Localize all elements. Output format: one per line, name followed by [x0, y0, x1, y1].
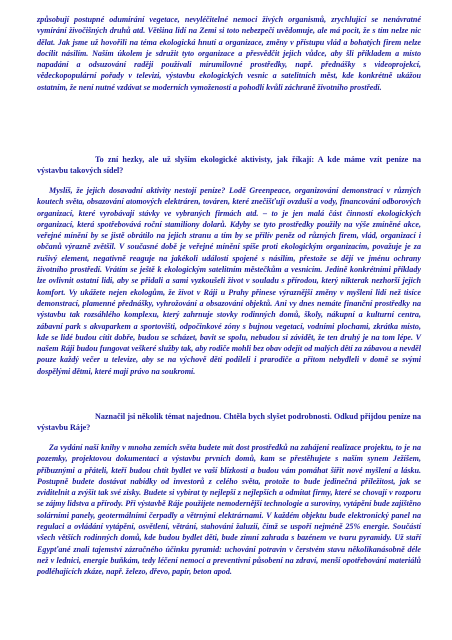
body-paragraph: způsobují postupné odumírání vegetace, nevyléčitelné nemoci živých organismů, zrychlující se nenávratné vymírání živočišných druhů atd. Většina lidí na Zemi si toto nebezpečí uvědomuje, ale má pocit, že s tím nelze nic dělat. Jak jsme už hovořili na téma ekologická hnutí a organizace, změny v přístupu vlád a bohatých firem nelze docílit násilím. Naším úkolem je sdružit tyto organizace a přesvědčit jejich vůdce, aby šli příkladem a místo napadání a odsuzování raději používali mírumilovné prostředky, např. přednášky s videoprojekcí, vědeckopopulární pořady v televizi, výstavbu ekologických vesnic a satelitních měst, kde konkrétně ukážou ostatním, že není nutné vzdávat se moderních vymožeností a pohodlí kvůli záchraně životního prostředí.: [37, 15, 421, 92]
question-heading: Naznačil jsi několik témat najednou. Chtěla bych slyšet podrobnosti. Odkud přijdou peníze na výstavbu Ráje?: [37, 412, 421, 433]
body-paragraph: Myslíš, že jejich dosavadní aktivity nestojí peníze? Lodě Greenpeace, organizování demonstrací v různých koutech světa, obsazování atomových elektráren, továren, které znečišťují ovzduší a vody, financování odborových organizací, které vyrobávají stávky ve vybraných firmách atd. – to je jen malá část činností ekologických organizací, která spotřebovává roční stamiliony dolarů. Kdyby se tyto prostředky použily na výše zmíněné akce, veřejné mínění by se jistě obrátilo na jejich stranu a tím by se přilív peněz od různých firem, vlád, organizací i občanů výrazně zvětšil. V současné době je veřejné mínění spíše proti ekologickým organizacím, považuje je za rušivý element, negativně reaguje na jakékoli událostí spojené s násilím, přestože se dějí ve jménu ochrany životního prostředí. Vrátím se ještě k ekologickým satelitním městečkům a vesnicím. Jedině konkrétními příklady lze ovlivnit ostatní lidi, aby se přidali a sami vyzkoušeli život v souladu s přírodou, který nikterak nezhorší jejich komfort. Vy ukážete nejen ekologům, že život v Ráji u Prahy přinese výraznější změny v myšlení lidí než tisíce demonstrací, plamenné přednášky, vyhrožování a obsazování objektů. Ani vy dnes nemáte finanční prostředky na výstavbu tak rozsáhlého komplexu, který zahrnuje stovky rodinných domů, školy, nákupní a kulturní centra, zábavní park s akvaparkem a sportovišti, odpočinkové zóny s bujnou vegetací, vodními plochami, zkrátka místo, kde se lidé budou cítit dobře, budou se scházet, bavit se spolu, nebudou si závidět, že ten druhý je na tom lépe. V našem Ráji budou fungovat veškeré služby tak, aby rodiče mohli bez obav odejít od malých dětí za zábavou a nevděl pouze každý večer u televize, aby se na výchově dětí podíleli i prarodiče a přitom nebydleli v domě se svými dospělými dětmi, které mají právo na soukromí.: [37, 186, 421, 376]
question-heading: To zní hezky, ale už slyším ekologické aktivisty, jak říkají: A kde máme vzít peníze na výstavbu takových sídel?: [37, 155, 421, 176]
body-paragraph: Za vydání naší knihy v mnoha zemích světa budete mít dost prostředků na zahájení realizace projektu, to je na pozemky, projektovou dokumentaci a výstavbu prvních domů, kam se přestěhujete s naším synem Ježíšem, příbuznými a přáteli, kteří budou chtít bydlet ve vaší blízkosti a budou vám pomáhat šířit nové myšlení a lásku. Postupně budete dostávat nabídky od investorů z celého světa, protože to bude jedinečná příležitost, jak se zviditelnit a zvýšit tak své zisky. Budete si vybírat ty nejlepší z nejlepších a odmítat firmy, které se chovají v rozporu se zájmy lidstva a přírody. Při výstavbě Ráje použijete nemodernější technologie a suroviny, vytápění bude zajištěno solárními panely, geotermálními čerpadly a větrnými elektrárnami. V každém objektu bude elektronický panel na regulaci a ovládání vytápění, osvětlení, větrání, stahování žaluzií, čímž se uspoří nejméně 25% energie. Součástí všech větších rodinných domů, kde budou bydlet děti, bude zimní zahrada s bazénem ve tvaru pyramidy. Už staří Egypťané znali tajemství zázračného účinku pyramid: uchování potravin v čerstvém stavu několikanásobně déle než v lednici, energie buňkám, tedy léčení nemocí a preventivní působení na zdraví, menší opotřebování materiálů podléhajících zkáze, např. železo, dřevo, papír, beton apod.: [37, 443, 421, 577]
